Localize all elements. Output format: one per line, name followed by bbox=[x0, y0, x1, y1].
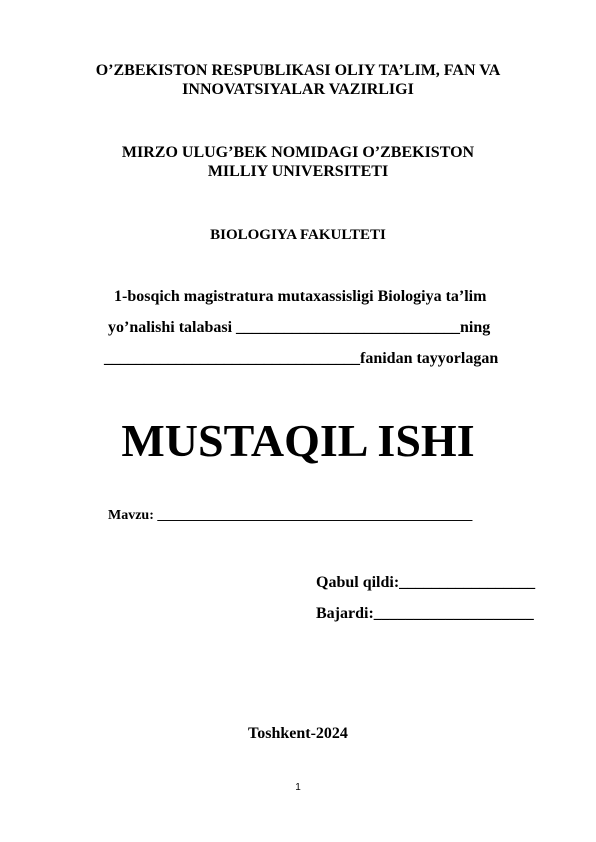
place-year: Toshkent-2024 bbox=[248, 725, 348, 742]
accepted-by-line: Qabul qildi:_________________ bbox=[316, 574, 536, 591]
faculty-name: BIOLOGIYA FAKULTETI bbox=[210, 227, 386, 243]
university-line-2: MILLIY UNIVERSITETI bbox=[207, 163, 389, 180]
completed-by-line: Bajardi:____________________ bbox=[316, 605, 534, 622]
ministry-line-1: O’ZBEKISTON RESPUBLIKASI OLIY TA’LIM, FAN VA bbox=[95, 62, 501, 79]
ministry-line-2: INNOVATSIYALAR VAZIRLIGI bbox=[182, 81, 414, 98]
student-info-line-2: yo’nalishi talabasi ____________________________ning bbox=[108, 319, 491, 336]
student-info-line-1: 1-bosqich magistratura mutaxassisligi Biologiya ta’lim bbox=[114, 288, 487, 305]
topic-line: Mavzu: _____________________________________________ bbox=[108, 508, 473, 523]
university-line-1: MIRZO ULUG’BEK NOMIDAGI O’ZBEKISTON bbox=[121, 144, 475, 161]
student-info-line-3: ________________________________fanidan tayyorlagan bbox=[104, 350, 499, 367]
page-number: 1 bbox=[295, 782, 301, 793]
document-title: MUSTAQIL ISHI bbox=[121, 415, 475, 466]
